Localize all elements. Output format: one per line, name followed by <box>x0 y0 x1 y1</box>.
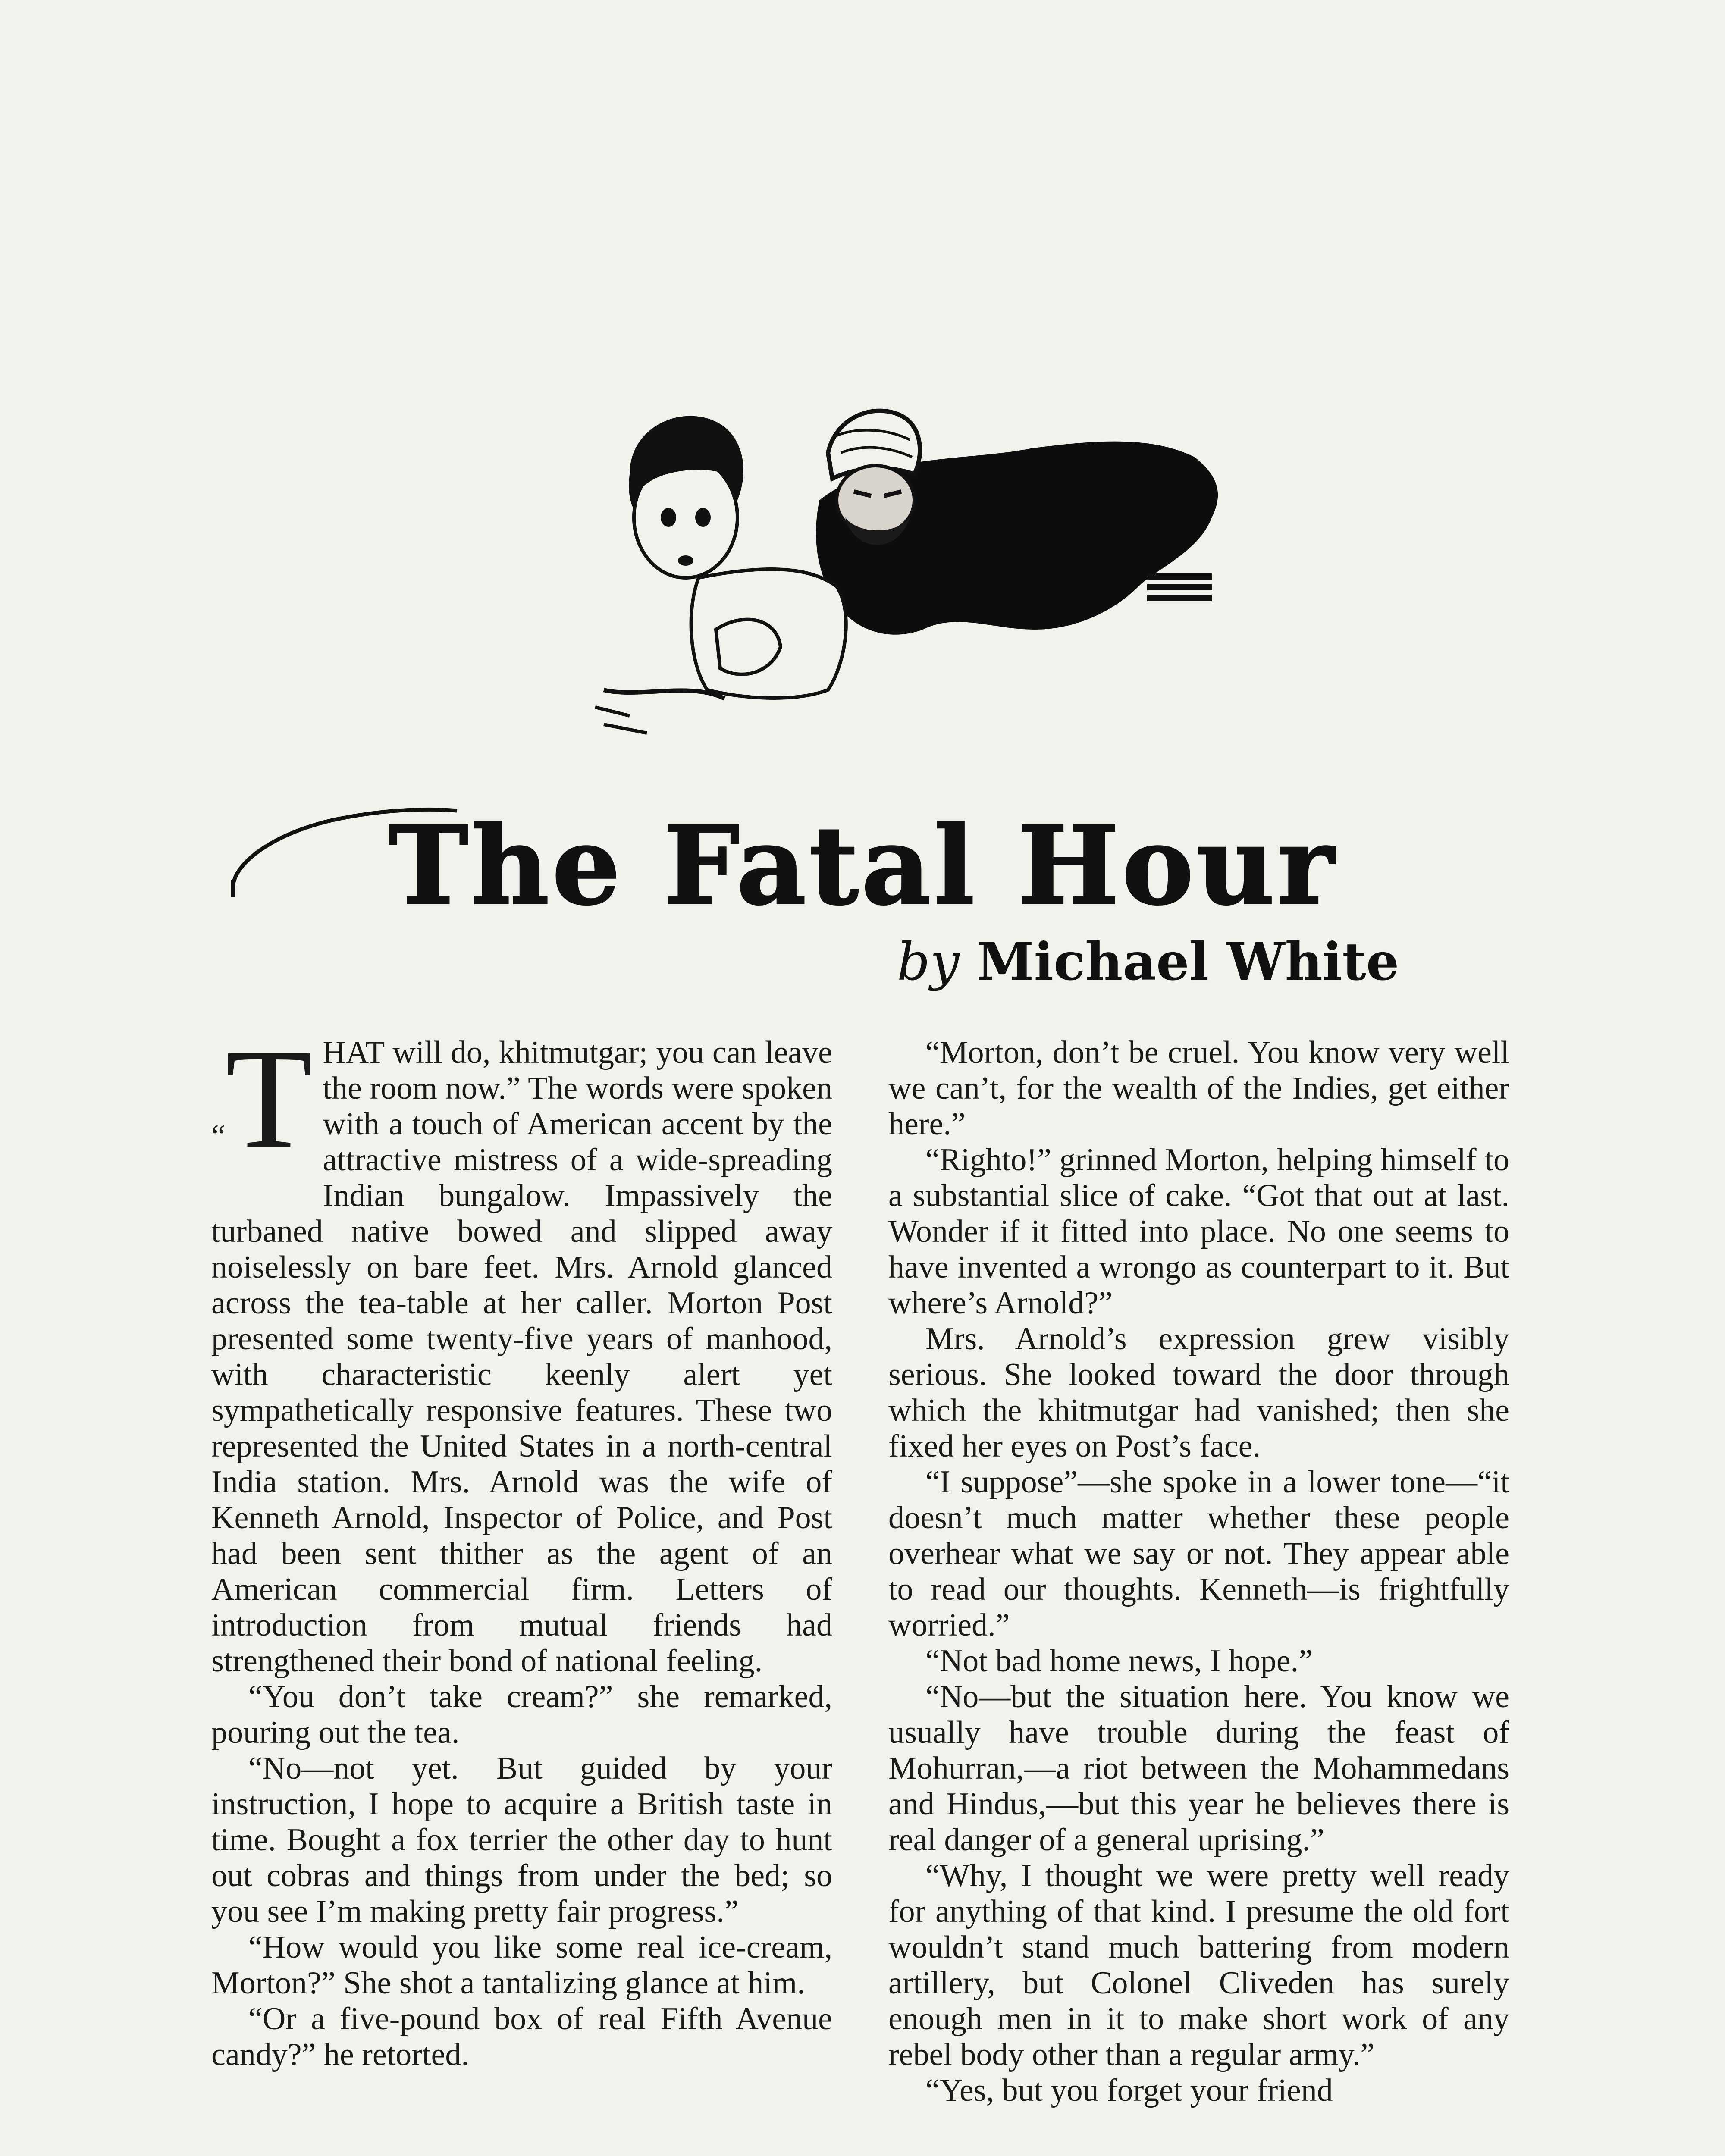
drop-cap <box>211 1020 313 1194</box>
story-illustration <box>578 388 1354 785</box>
drop-cap-quote: “ <box>211 1119 226 1154</box>
paragraph: “How would you like some real ice-cream, Morton?” She shot a tantalizing glance at him. <box>211 1930 832 2001</box>
paragraph: “Yes, but you forget your friend <box>925 2073 1333 2108</box>
paragraph: “No—but the situation here. You know we usually have trouble during the feast of Mohurran,—a riot between the Mohammedans and Hindus,—but this year he believes there is real danger of a general uprising.” <box>888 1679 1509 1858</box>
paragraph-text: HAT will do, khitmutgar; you can leave the room now.” The words were spoken with a touch of American accent by the attractive mistress of a wide-spreading Indian bungalow. Impassively the turbaned native bowed and slipped away noiselessly on bare feet. Mrs. Arnold glanced across the tea-table at her caller. Morton Post presented some twenty-five years of manhood, with characteristic keenly alert yet sympathetically responsive features. These two represented the United States in a north-central India station. Mrs. Arnold was the wife of Kenneth Arnold, Inspector of Police, and Post had been sent thither as the agent of an American commercial firm. Letters of introduction from mutual friends had strengthened their bond of national feeling. <box>211 1035 832 1679</box>
column-left <box>211 1020 832 2156</box>
column-right <box>888 1035 1509 2156</box>
paragraph: “You don’t take cream?” she remarked, pouring out the tea. <box>211 1679 832 1750</box>
paragraph: “Righto!” grinned Morton, helping himself to a substantial slice of cake. “Got that out at last. Wonder if it fitted into place. No one seems to have invented a wrongo as counterpart to it. But where’s Arnold?” <box>888 1142 1509 1321</box>
paragraph: “I suppose”—she spoke in a lower tone—“it doesn’t much matter whether these people overhear what we say or not. They appear able to read our thoughts. Kenneth—is frightfully worried.” <box>888 1464 1509 1643</box>
article-title: The Fatal Hour <box>388 802 1337 929</box>
article-body <box>211 1020 1509 2156</box>
artist-signature <box>1147 573 1212 601</box>
paragraph: “Not bad home news, I hope.” <box>925 1643 1313 1679</box>
paragraph: “Morton, don’t be cruel. You know very well we can’t, for the wealth of the Indies, get either here.” <box>888 1035 1509 1142</box>
byline <box>897 931 1501 992</box>
byline-by: by <box>897 932 960 992</box>
paragraph: Mrs. Arnold’s expression grew visibly serious. She looked toward the door through which the khitmutgar had vanished; then she fixed her eyes on Post’s face. <box>888 1321 1509 1464</box>
paragraph <box>211 1020 832 1679</box>
paragraph: “Why, I thought we were pretty well ready for anything of that kind. I presume the old fort wouldn’t stand much battering from modern artillery, but Colonel Cliveden has surely enough men in it to make short work of any rebel body other than a regular army.” <box>888 1858 1509 2072</box>
woman-figure <box>595 416 846 733</box>
author-name: Michael White <box>976 931 1399 992</box>
paragraph: “No—not yet. But guided by your instruction, I hope to acquire a British taste in time. Bought a fox terrier the other day to hunt out cobras and things from under the bed; so you see I’m making pretty fair progress.” <box>211 1751 832 1929</box>
paragraph: “Or a five-pound box of real Fifth Avenue candy?” he retorted. <box>211 2001 832 2072</box>
drop-cap-letter: T <box>225 1020 313 1178</box>
